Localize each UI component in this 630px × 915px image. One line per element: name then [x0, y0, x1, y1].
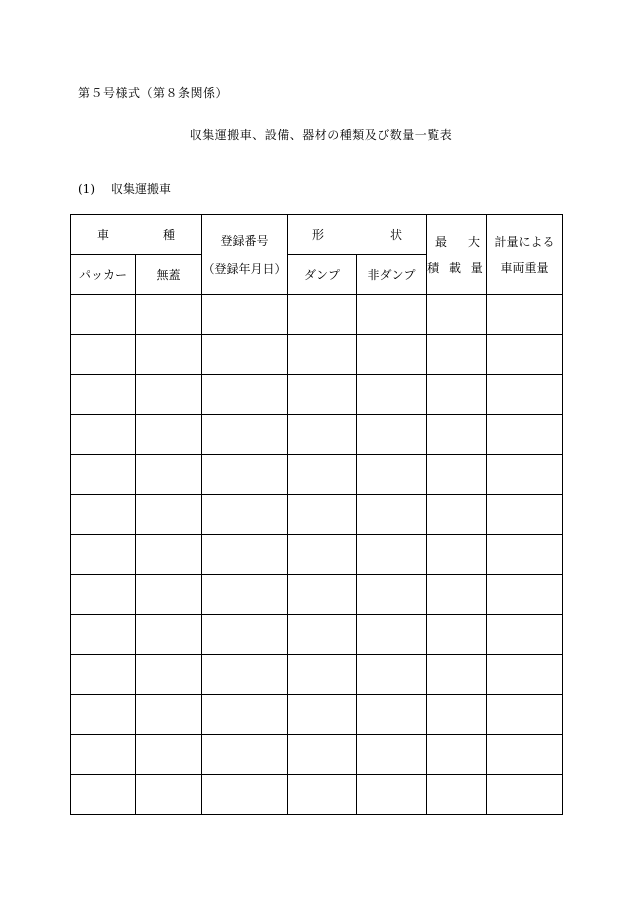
table-cell[interactable] [71, 655, 136, 695]
table-cell[interactable] [357, 495, 427, 535]
table-cell[interactable] [357, 335, 427, 375]
table-cell[interactable] [71, 735, 136, 775]
table-row [71, 495, 563, 535]
vehicle-type-header [71, 215, 202, 255]
table-cell[interactable] [487, 575, 563, 615]
table-cell[interactable] [288, 575, 357, 615]
table-cell[interactable] [71, 335, 136, 375]
table-cell[interactable] [71, 575, 136, 615]
table-row [71, 375, 563, 415]
table-row [71, 735, 563, 775]
vehicle-type-char-2: 種 [162, 228, 175, 242]
vehicle-weight-line1: 計量による [494, 234, 555, 249]
table-cell[interactable] [427, 455, 487, 495]
table-cell[interactable] [71, 535, 136, 575]
table-cell[interactable] [487, 535, 563, 575]
table-row [71, 295, 563, 335]
table-cell[interactable] [202, 535, 288, 575]
table-row [71, 455, 563, 495]
table-cell[interactable] [357, 455, 427, 495]
table-cell[interactable] [202, 775, 288, 815]
registration-number-label: 登録番号 [220, 233, 269, 248]
table-cell[interactable] [288, 335, 357, 375]
table-cell[interactable] [136, 575, 202, 615]
table-cell[interactable] [487, 295, 563, 335]
table-cell[interactable] [427, 615, 487, 655]
table-cell[interactable] [202, 655, 288, 695]
table-cell[interactable] [487, 655, 563, 695]
table-row [71, 535, 563, 575]
table-cell[interactable] [202, 735, 288, 775]
vehicle-table [70, 214, 563, 815]
shape-char-2: 状 [389, 228, 402, 242]
table-cell[interactable] [427, 375, 487, 415]
table-cell[interactable] [136, 775, 202, 815]
table-row [71, 575, 563, 615]
table-cell[interactable] [136, 375, 202, 415]
table-cell[interactable] [71, 415, 136, 455]
table-cell[interactable] [136, 615, 202, 655]
table-cell[interactable] [136, 335, 202, 375]
no-cover-header: 無蓋 [136, 255, 202, 295]
registration-header [202, 215, 288, 295]
table-cell[interactable] [71, 775, 136, 815]
table-row [71, 655, 563, 695]
table-cell[interactable] [357, 535, 427, 575]
table-cell[interactable] [357, 655, 427, 695]
table-cell[interactable] [357, 775, 427, 815]
non-dump-header: 非ダンプ [357, 255, 427, 295]
max-load-char-1: 最 [435, 234, 448, 249]
table-cell[interactable] [357, 575, 427, 615]
table-cell[interactable] [136, 695, 202, 735]
table-row [71, 775, 563, 815]
table-cell[interactable] [202, 375, 288, 415]
table-cell[interactable] [202, 575, 288, 615]
table-cell[interactable] [202, 615, 288, 655]
table-cell[interactable] [136, 495, 202, 535]
table-cell[interactable] [427, 775, 487, 815]
table-cell[interactable] [487, 375, 563, 415]
table-cell[interactable] [487, 775, 563, 815]
table-cell[interactable] [288, 775, 357, 815]
max-load-char-2: 大 [467, 234, 480, 249]
table-cell[interactable] [427, 655, 487, 695]
form-number: 第５号様式（第８条関係） [78, 86, 229, 100]
table-cell[interactable] [357, 375, 427, 415]
section-label: 収集運搬車 [111, 182, 172, 196]
table-cell[interactable] [427, 735, 487, 775]
table-cell[interactable] [357, 615, 427, 655]
table-cell[interactable] [427, 295, 487, 335]
table-cell[interactable] [487, 415, 563, 455]
table-cell[interactable] [136, 655, 202, 695]
document-title: 収集運搬車、設備、器材の種類及び数量一覧表 [189, 128, 453, 142]
table-cell[interactable] [357, 415, 427, 455]
table-cell[interactable] [136, 415, 202, 455]
table-cell[interactable] [288, 495, 357, 535]
table-cell[interactable] [357, 295, 427, 335]
max-load-line2: 積 載 量 [427, 260, 486, 275]
max-load-header [427, 215, 487, 295]
dump-header: ダンプ [288, 255, 357, 295]
table-cell[interactable] [487, 615, 563, 655]
table-cell[interactable] [487, 735, 563, 775]
table-cell[interactable] [136, 735, 202, 775]
table-cell[interactable] [427, 415, 487, 455]
table-cell[interactable] [202, 415, 288, 455]
vehicle-type-char-1: 車 [97, 228, 110, 242]
table-cell[interactable] [288, 535, 357, 575]
table-cell[interactable] [71, 695, 136, 735]
table-cell[interactable] [357, 695, 427, 735]
table-row [71, 615, 563, 655]
vehicle-weight-header [487, 215, 563, 295]
table-cell[interactable] [288, 375, 357, 415]
table-cell[interactable] [427, 695, 487, 735]
table-cell[interactable] [136, 455, 202, 495]
table-cell[interactable] [136, 535, 202, 575]
registration-date-label: （登録年月日） [202, 261, 287, 276]
table-cell[interactable] [487, 335, 563, 375]
table-row [71, 695, 563, 735]
table-cell[interactable] [288, 615, 357, 655]
table-cell[interactable] [357, 735, 427, 775]
table-cell[interactable] [487, 455, 563, 495]
table-cell[interactable] [202, 335, 288, 375]
table-cell[interactable] [427, 495, 487, 535]
packer-header: パッカー [71, 255, 136, 295]
table-cell[interactable] [487, 695, 563, 735]
table-cell[interactable] [288, 655, 357, 695]
table-cell[interactable] [288, 455, 357, 495]
table-cell[interactable] [202, 495, 288, 535]
table-cell[interactable] [288, 735, 357, 775]
table-cell[interactable] [71, 455, 136, 495]
section-heading [78, 180, 171, 197]
table-cell[interactable] [202, 455, 288, 495]
table-cell[interactable] [427, 335, 487, 375]
table-cell[interactable] [202, 695, 288, 735]
table-cell[interactable] [487, 495, 563, 535]
table-cell[interactable] [288, 695, 357, 735]
table-row [71, 335, 563, 375]
table-cell[interactable] [288, 295, 357, 335]
table-cell[interactable] [202, 295, 288, 335]
vehicle-weight-line2: 車両重量 [500, 260, 549, 275]
table-cell[interactable] [71, 295, 136, 335]
table-row [71, 415, 563, 455]
table-cell[interactable] [71, 495, 136, 535]
table-cell[interactable] [427, 535, 487, 575]
shape-header [288, 215, 427, 255]
shape-char-1: 形 [312, 228, 325, 242]
table-cell[interactable] [71, 615, 136, 655]
section-number: (1) [78, 182, 95, 196]
table-cell[interactable] [288, 415, 357, 455]
table-cell[interactable] [427, 575, 487, 615]
table-cell[interactable] [136, 295, 202, 335]
table-cell[interactable] [71, 375, 136, 415]
